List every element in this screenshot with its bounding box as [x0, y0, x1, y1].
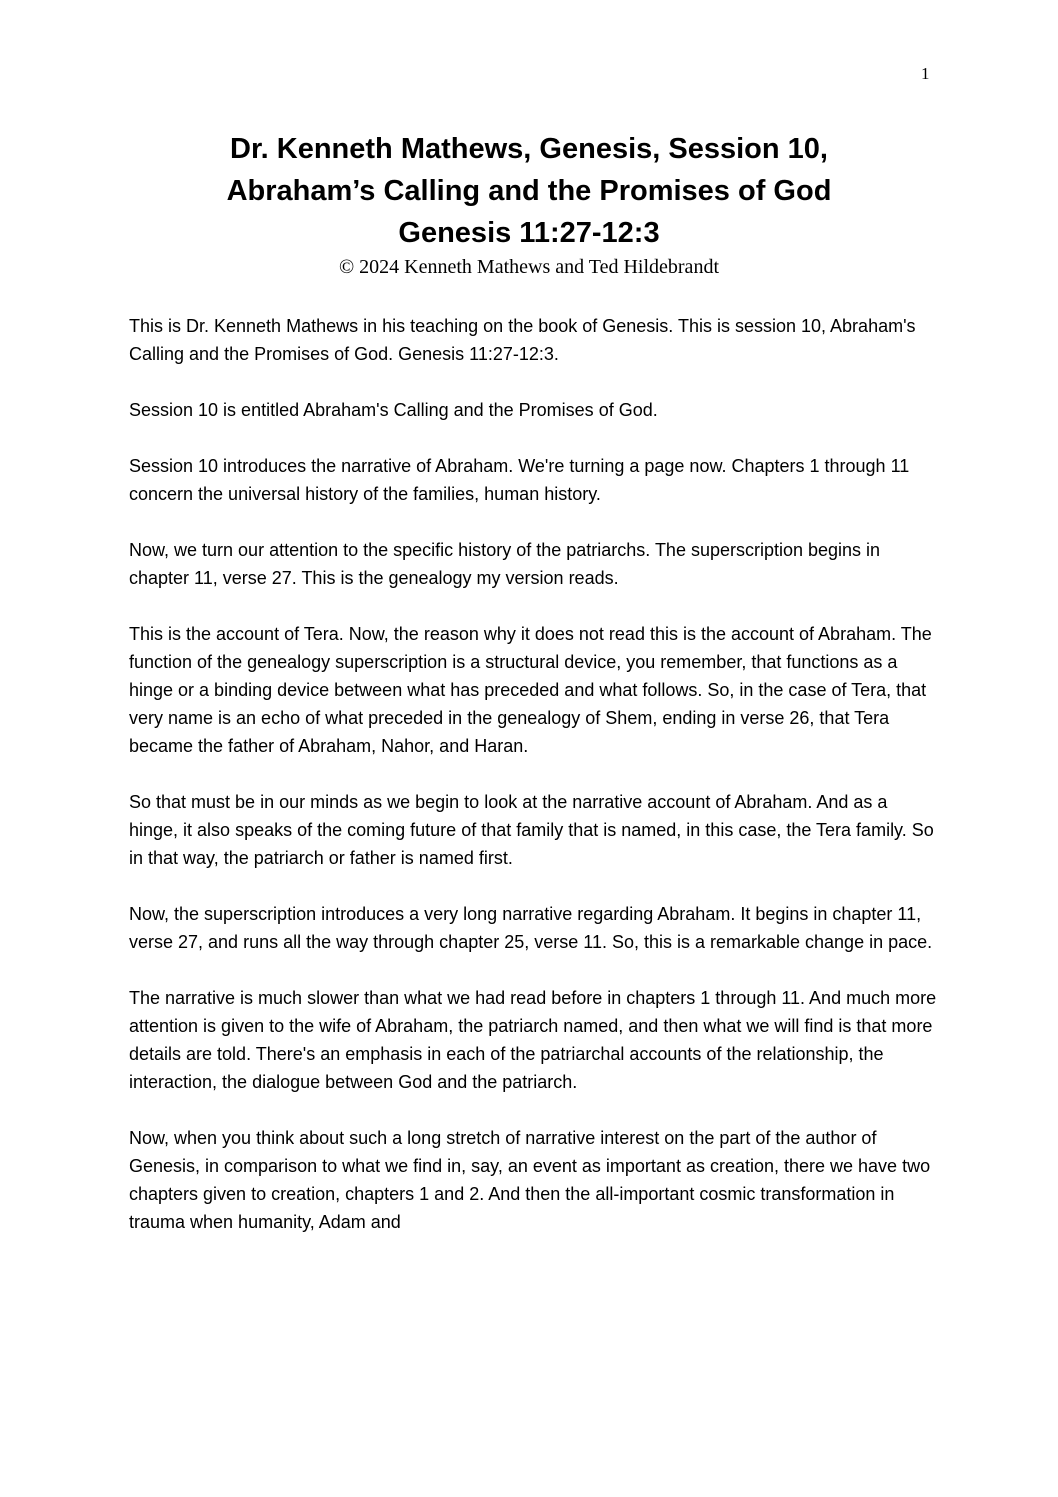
copyright-notice: © 2024 Kenneth Mathews and Ted Hildebrandt: [338, 256, 719, 278]
paragraph-6: So that must be in our minds as we begin to look at the narrative account of Abraham. And as a hinge, it also speaks of the coming future of that family that is named, in this case, the Tera family. So in that way, the patriarch or father is named first.: [129, 792, 934, 868]
paragraph-2: Session 10 is entitled Abraham's Calling and the Promises of God.: [129, 400, 658, 420]
paragraph-1: This is Dr. Kenneth Mathews in his teaching on the book of Genesis. This is session 10, Abraham's Calling and the Promises of God. Genesis 11:27-12:3.: [129, 316, 916, 364]
title-line-1: Dr. Kenneth Mathews, Genesis, Session 10,: [230, 133, 828, 165]
paragraph-7: Now, the superscription introduces a very long narrative regarding Abraham. It begins in chapter 11, verse 27, and runs all the way through chapter 25, verse 11. So, this is a remarkable change in pace.: [129, 904, 933, 952]
title-line-3: Genesis 11:27-12:3: [398, 217, 660, 249]
document-body: [129, 312, 939, 1264]
page-number: 1: [921, 64, 930, 83]
paragraph-3: Session 10 introduces the narrative of Abraham. We're turning a page now. Chapters 1 through 11 concern the universal history of the families, human history.: [129, 456, 910, 504]
document-header: [0, 128, 1058, 280]
paragraph-9: Now, when you think about such a long stretch of narrative interest on the part of the author of Genesis, in comparison to what we find in, say, an event as important as creation, there we have two chapters given to creation, chapters 1 and 2. And then the all-important cosmic transformation in trauma when humanity, Adam and: [129, 1128, 931, 1232]
paragraph-5: This is the account of Tera. Now, the reason why it does not read this is the account of Abraham. The function of the genealogy superscription is a structural device, you remember, that functions as a hinge or a binding device between what has preceded and what follows. So, in the case of Tera, that very name is an echo of what preceded in the genealogy of Shem, ending in verse 26, that Tera became the father of Abraham, Nahor, and Haran.: [129, 624, 932, 756]
title-line-2: Abraham’s Calling and the Promises of God: [226, 175, 832, 207]
paragraph-8: The narrative is much slower than what we had read before in chapters 1 through 11. And much more attention is given to the wife of Abraham, the patriarch named, and then what we will find is that more details are told. There's an emphasis in each of the patriarchal accounts of the relationship, the interaction, the dialogue between God and the patriarch.: [129, 988, 937, 1092]
paragraph-4: Now, we turn our attention to the specific history of the patriarchs. The superscription begins in chapter 11, verse 27. This is the genealogy my version reads.: [129, 540, 881, 588]
